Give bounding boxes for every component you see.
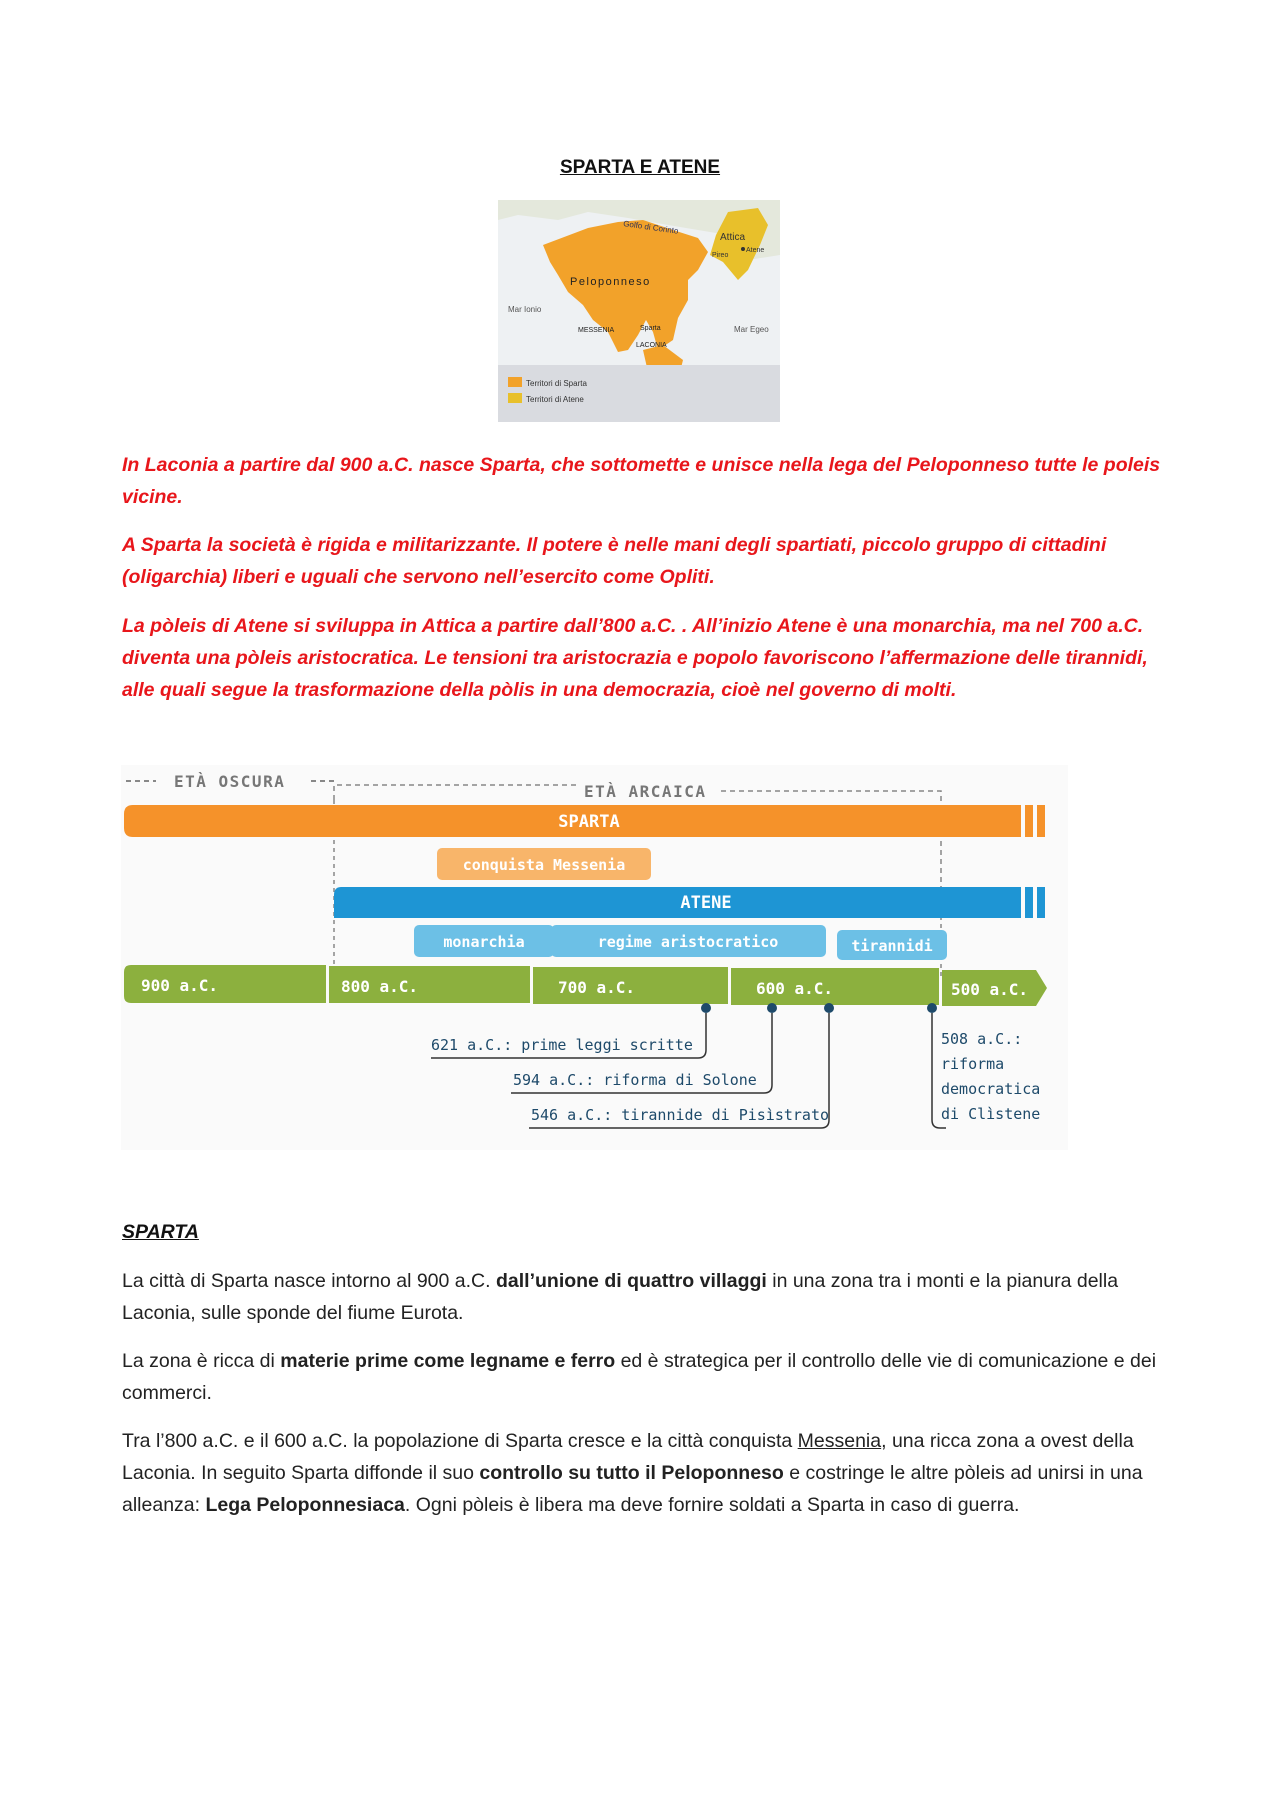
era-dark-label: ETÀ OSCURA (174, 772, 286, 791)
map-label-laconia: LACONIA (636, 342, 667, 349)
map-label-pireo: Pireo (712, 252, 729, 259)
legend-swatch-athens (508, 393, 522, 403)
date-900: 900 a.C. (141, 976, 219, 995)
athens-dot (741, 247, 745, 251)
event-508-dot (927, 1003, 937, 1013)
sparta-heading: SPARTA (122, 1221, 199, 1243)
date-600: 600 a.C. (756, 979, 834, 998)
monarchia-label: monarchia (443, 933, 525, 951)
date-700: 700 a.C. (558, 978, 636, 997)
era-archaic-label: ETÀ ARCAICA (584, 782, 707, 801)
sparta-paragraph-3: Tra l’800 a.C. e il 600 a.C. la popolazione di Sparta cresce e la città conquista Messenia, una ricca zona a ovest della Laconia. In seguito Sparta diffonde il suo controllo su tutto il Peloponneso e costringe le altre pòleis ad unirsi in una alleanza: Lega Peloponnesiaca. Ogni pòleis è libera ma deve fornire soldati a Sparta in caso di guerra. (122, 1430, 1143, 1516)
map-label-sparta: Sparta (640, 325, 661, 332)
tirannidi-label: tirannidi (851, 937, 933, 955)
page-title: SPARTA E ATENE (559, 157, 721, 178)
event-546-dot (824, 1003, 834, 1013)
map-legend-bg (498, 365, 780, 422)
aristocratico-label: regime aristocratico (597, 933, 779, 951)
intro-paragraph-1: In Laconia a partire dal 900 a.C. nasce Sparta, che sottomette e unisce nella lega del Peloponneso tutte le poleis vicine. (122, 454, 1161, 508)
legend-swatch-sparta (508, 377, 522, 387)
atene-bar-cap-1 (1025, 887, 1033, 918)
peloponnese-map (498, 200, 780, 422)
event-594-dot (767, 1003, 777, 1013)
event-621-label: 621 a.C.: prime leggi scritte (431, 1036, 693, 1054)
intro-paragraph-2: A Sparta la società è rigida e militarizzante. Il potere è nelle mani degli spartiati, piccolo gruppo di cittadini (oligarchia) liberi e uguali che servono nell’esercito come Opliti. (122, 534, 1107, 588)
intro-paragraph-3: La pòleis di Atene si sviluppa in Attica a partire dall’800 a.C. . All’inizio Atene è una monarchia, ma nel 700 a.C. diventa una pòleis aristocratica. Le tensioni tra aristocrazia e popolo favoriscono l’affermazione delle tirannidi, alle quali segue la trasformazione della pòlis in una democrazia, cioè nel governo di molti. (122, 615, 1148, 701)
event-594-label: 594 a.C.: riforma di Solone (513, 1071, 757, 1089)
sparta-bar-cap-2 (1037, 805, 1045, 837)
event-546-label: 546 a.C.: tirannide di Pisìstrato (531, 1106, 830, 1124)
date-800: 800 a.C. (341, 977, 419, 996)
map-label-peloponnese: Peloponneso (570, 276, 651, 288)
event-508-line-1: 508 a.C.: (941, 1030, 1023, 1048)
atene-bar (334, 887, 1021, 918)
map-label-athens: Atene (746, 247, 765, 254)
messenia-bar-label: conquista Messenia (462, 856, 626, 874)
event-508-line-4: di Clìstene (941, 1105, 1041, 1123)
map-label-egeo: Mar Egeo (734, 325, 769, 334)
event-508-line-3: democratica (941, 1080, 1041, 1098)
map-label-attica: Attica (720, 232, 746, 243)
legend-label-athens: Territori di Atene (526, 395, 584, 404)
event-508-line-2: riforma (941, 1055, 1005, 1073)
timeline-chart (121, 765, 1068, 1150)
event-621-dot (701, 1003, 711, 1013)
atene-bar-cap-2 (1037, 887, 1045, 918)
legend-label-sparta: Territori di Sparta (526, 379, 587, 388)
date-500: 500 a.C. (951, 980, 1029, 999)
map-label-gulf: Golfo di Corinto (622, 219, 680, 236)
sparta-paragraph-1: La città di Sparta nasce intorno al 900 a.C. dall’unione di quattro villaggi in una zona tra i monti e la pianura della Laconia, sulle sponde del fiume Eurota. (122, 1270, 1119, 1324)
map-label-messenia: MESSENIA (578, 327, 615, 334)
sparta-bar-label: SPARTA (558, 812, 620, 832)
atene-bar-label: ATENE (680, 893, 732, 913)
sparta-paragraph-2: La zona è ricca di materie prime come legname e ferro ed è strategica per il controllo delle vie di comunicazione e dei commerci. (122, 1350, 1157, 1404)
sparta-bar-cap-1 (1025, 805, 1033, 837)
map-label-ionio: Mar Ionio (508, 305, 542, 314)
